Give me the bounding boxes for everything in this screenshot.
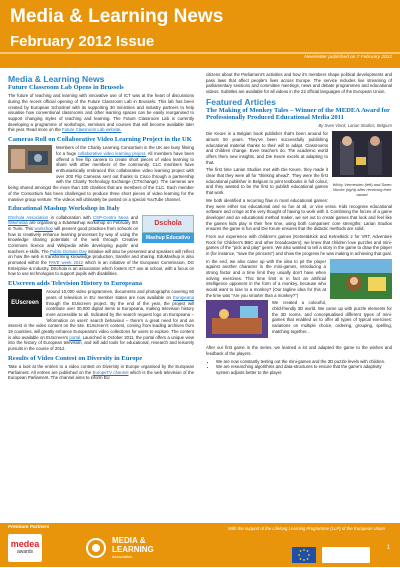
footer-bar [0,523,400,567]
page-number: 1 [386,545,390,551]
wikimedia-link[interactable]: Wikimedia [8,220,28,226]
europeana-link[interactable]: Europeana [172,294,194,300]
article-body: The future of teaching and learning with innovative use of ICT was at the heart of discussions during the recent official opening of the Future Classroom Lab in Brussels. This lab has been created by European Schoolnet with its supporting 30 ministries and industry partners to help visualise how conventional classrooms and other learning spaces can be easily reorganised to support changing styles of teaching and learning. The Future Classroom Lab is currently developing a programme of workshops, seminars and courses that will become available later this year. Read more on the Future Classroom Lab website. [8,93,194,133]
euscreen-logo [8,289,42,317]
section-heading-news: Media & Learning News [8,74,105,84]
mashup-logo [142,215,194,243]
medea-logo-sub: awards [16,549,34,555]
clc-photo [8,145,52,178]
article-continuation: citizens about the Parliament's activities and how it's members shape political developments and pass laws that affect people's lives across Europe. The service includes live streaming of parliamentary sessions and committee meetings, news and debate programmes and educational videos. Subtitles are available for all videos in the 22 official languages of the European Union. [206,72,392,95]
featured-body: We created a colourful, child-friendly 3D world. We came up with puzzle elements for the 3D rooms, and conceptualised different types of mini-games that enabled us to offer all types of typical exercises: variations on multiple choice, ordering, grouping, spelling, matching together... [272,300,392,334]
featured-article-title: The Making of Monkey Tales – Winner of the MEDEA Award for Professionally Produced Educational Media 2011 [206,106,390,122]
pave-week-link[interactable]: PAVE week 2012 [48,259,84,265]
publish-date: Newsletter published on 7 February 2012 [304,55,392,60]
monkey-tales-3d-world [206,300,268,343]
featured-list [212,359,392,376]
dschola-logo: Dschola [142,215,194,233]
monkey-tales-screenshot [330,259,392,304]
featured-body: Die Keure is a Belgian book publisher that's been around for almost 50 years. They've been successfully publishing educational material thanks to their will to adapt. Classrooms and children change. Even teachers do. The academic world offers them new insights, and Die Keure excels at adapting to that. [206,131,328,165]
premium-partners-label: Premium Partners [8,525,50,530]
article-mashup [8,205,194,277]
article-title: Results of Video Contest on Diversity in Europe [8,354,143,362]
medea-logo-text: medea [10,539,40,549]
header-divider [0,52,400,54]
ml-logo-sub: Association [112,554,133,559]
euscreen-portal-link[interactable]: portal. [69,334,82,340]
llp-logo [322,547,370,563]
article-video-learning [8,136,194,202]
europetv-link[interactable]: EuropeTV channel [92,369,129,375]
medea-logo [8,534,42,562]
award-caption: Wicky Vermeulen (left) and Swen Vincke (right) after receiving their award [332,182,392,198]
article-body: Take a look at the entries to a video contest on Diversity in Europe organised by the European Parliament. All entries are published on the EuropeTV channel which is the web television of the European Parliament. The channel aims to inform EU [8,364,195,381]
ml-logo-line1: MEDIA & [112,536,146,545]
article-future-classroom [8,84,194,133]
featured-body: From our experience with children's games (Ketnet&Kick and Ketnetkick 2 for VRT, Adventure Rock for Children's BBC and other broadcasters), we knew that children love puzzles and mini-games of the "pick and play" genre. We also wanted to tell a story in the game to draw the player in (for instance, "save the princess") and show the progress he was making in achieving that goal. [206,233,392,256]
article-euscreen [8,280,194,352]
csp-link[interactable]: CSP-Centro Nexa [92,214,129,220]
featured-body: We both identified a recurring flaw in most educational games: they were either too educational and no fun at all, or vice versa. Kids recognise educational software and cringe at the very thought of having to work with it. Combining the forces of a game developer and an educational method maker, we set out to create games that look and feel like the games kids play in their free time, using both companies' core strengths: Larian Studios ensures the game is fun and Die Keure ensures that the didactic methods are solid. [206,197,392,232]
article-body: DSchola Association in collaboration with CSP-Centro Nexa and Wikimedia are organising a EduMashup workshop on February 9th in Turin. This workshop will present good practices from schools on how to creatively enhance learning processes by way of using the knowledge sharing potentials of the web through Creative Commons licence and Wikipedia while developing pupils' and teachers e-skills. The Public Domain Day initiative will also be presented and speakers will reflect on how the web is transforming knowledge production, transfer and sharing. EduMashup is also promoted within the PAVE week 2012 which is an initiative of the European Commission, DG Enterprise & Industry. DSchola is an association which fosters ICT use at school, with a focus on how to use technologies to support pupils with disabilities. [8,214,194,277]
featured-body: The first time Larian Studios met with Die Keure, they made it clear that they were all for "thinking ahead". They were the first educational publisher in Belgium to print textbooks in full colour, and they wanted to be the first to publish educational games that work. [206,167,328,196]
article-title: EUscreen adds Television History to Europeana [8,279,143,287]
left-column [8,72,194,384]
article-body: Members of the Charity Learning Consortium in the UK are busy filming for a huge collaborative video learning project. All members have been offered a free flip camera to create short pieces of video learning to share with other members of the community. CLC members have enthusiastically embraced this collaborative video learning project with over 200 Flip Cameras sent out thanks to Cisco through a partnership with the Charity Technology Exchange (CTXchange). The cameras are being shared amongst the more than 100 charities that are members of the CLC. Each member of the Consortium has been challenged to produce three short pieces of video learning for the massive group venture. The videos will ultimately be posted on a special YouTube channel. [8,145,195,202]
eu-flag-icon [292,547,316,563]
award-photo [332,131,392,197]
future-classroom-link[interactable]: Future Classroom Lab website. [62,127,122,133]
featured-body: After our first game in the series, we learned a lot and adapted the game to the wishes and feedback of the players. [206,345,392,356]
workshop-link[interactable]: workshop [34,225,53,231]
issue-label: February 2012 Issue [10,33,155,50]
video-project-link[interactable]: collaborative video learning project. [77,151,147,157]
media-learning-logo [84,537,184,563]
article-title: Educational Mashup Workshop in Italy [8,205,120,213]
right-column [206,72,392,377]
article-diversity-contest [8,355,194,381]
list-item: • We are researching algorithms and data-structures to ensure that the game's adaptivity system adjusts better to the player. [216,364,392,375]
euscreen-logo-text: EUscreen [11,300,39,307]
article-title: Cameras Roll on Collaborative Video Learning Project in the UK [8,136,192,144]
section-heading-featured: Featured Articles [206,96,276,107]
masthead [0,0,400,68]
llp-support-text: With the support of the Lifelong Learning Programme (LLP) of the European Union [228,526,385,531]
featured-byline: By Sven Vinck, Larian Studios, Belgium [318,123,392,129]
mashup-logo-text: Mashup Educativo [142,233,194,243]
article-title: Future Classroom Lab Opens in Brussels [8,84,124,91]
public-domain-link[interactable]: Public Domain Day [50,248,87,254]
list-item: • We are now constantly testing out the mini-games and the 3D puzzle levels with children. [216,359,392,365]
newsletter-title: Media & Learning News [10,6,224,27]
ml-logo-line2: LEARNING [112,545,154,554]
featured-body: In the end, we also came up with the idea to pit the player against another character in the mini-games, introducing a strong factor and a time limit they usually don't have when solving exercises. This time limit is in fact an artificial intelligence opponent in the form of a monkey, because who would want to lose to a monkey? (Our tagline idea for this at the time was "Are you smarter than a monkey?") [206,258,326,298]
dschola-link[interactable]: DSchola Association [8,214,49,220]
ml-swirl-icon [84,537,108,559]
article-body: Around 10,000 video programmes, documents and photographs covering 60 years of television in EU member states are now available on Europeana through the EUscreen project. By the end of the year, the project will contribute over 30,000 digital items to Europeana, making television history more accessible to all. Indicated by the search request logo on Europeana – 'information on users' search behaviour – there's a great need for and an interest in the video content on the site. EUscreen's content, coming from leading archives from 19 countries, will greatly enhance Europeana's video collections for users to explore. The content is also available on EUscreen's portal. Launched in October 2011, the portal offers a unique view into the history of European television, and will add tools for educational, research and leisurely pursuits in the course of 2012. [8,289,195,352]
